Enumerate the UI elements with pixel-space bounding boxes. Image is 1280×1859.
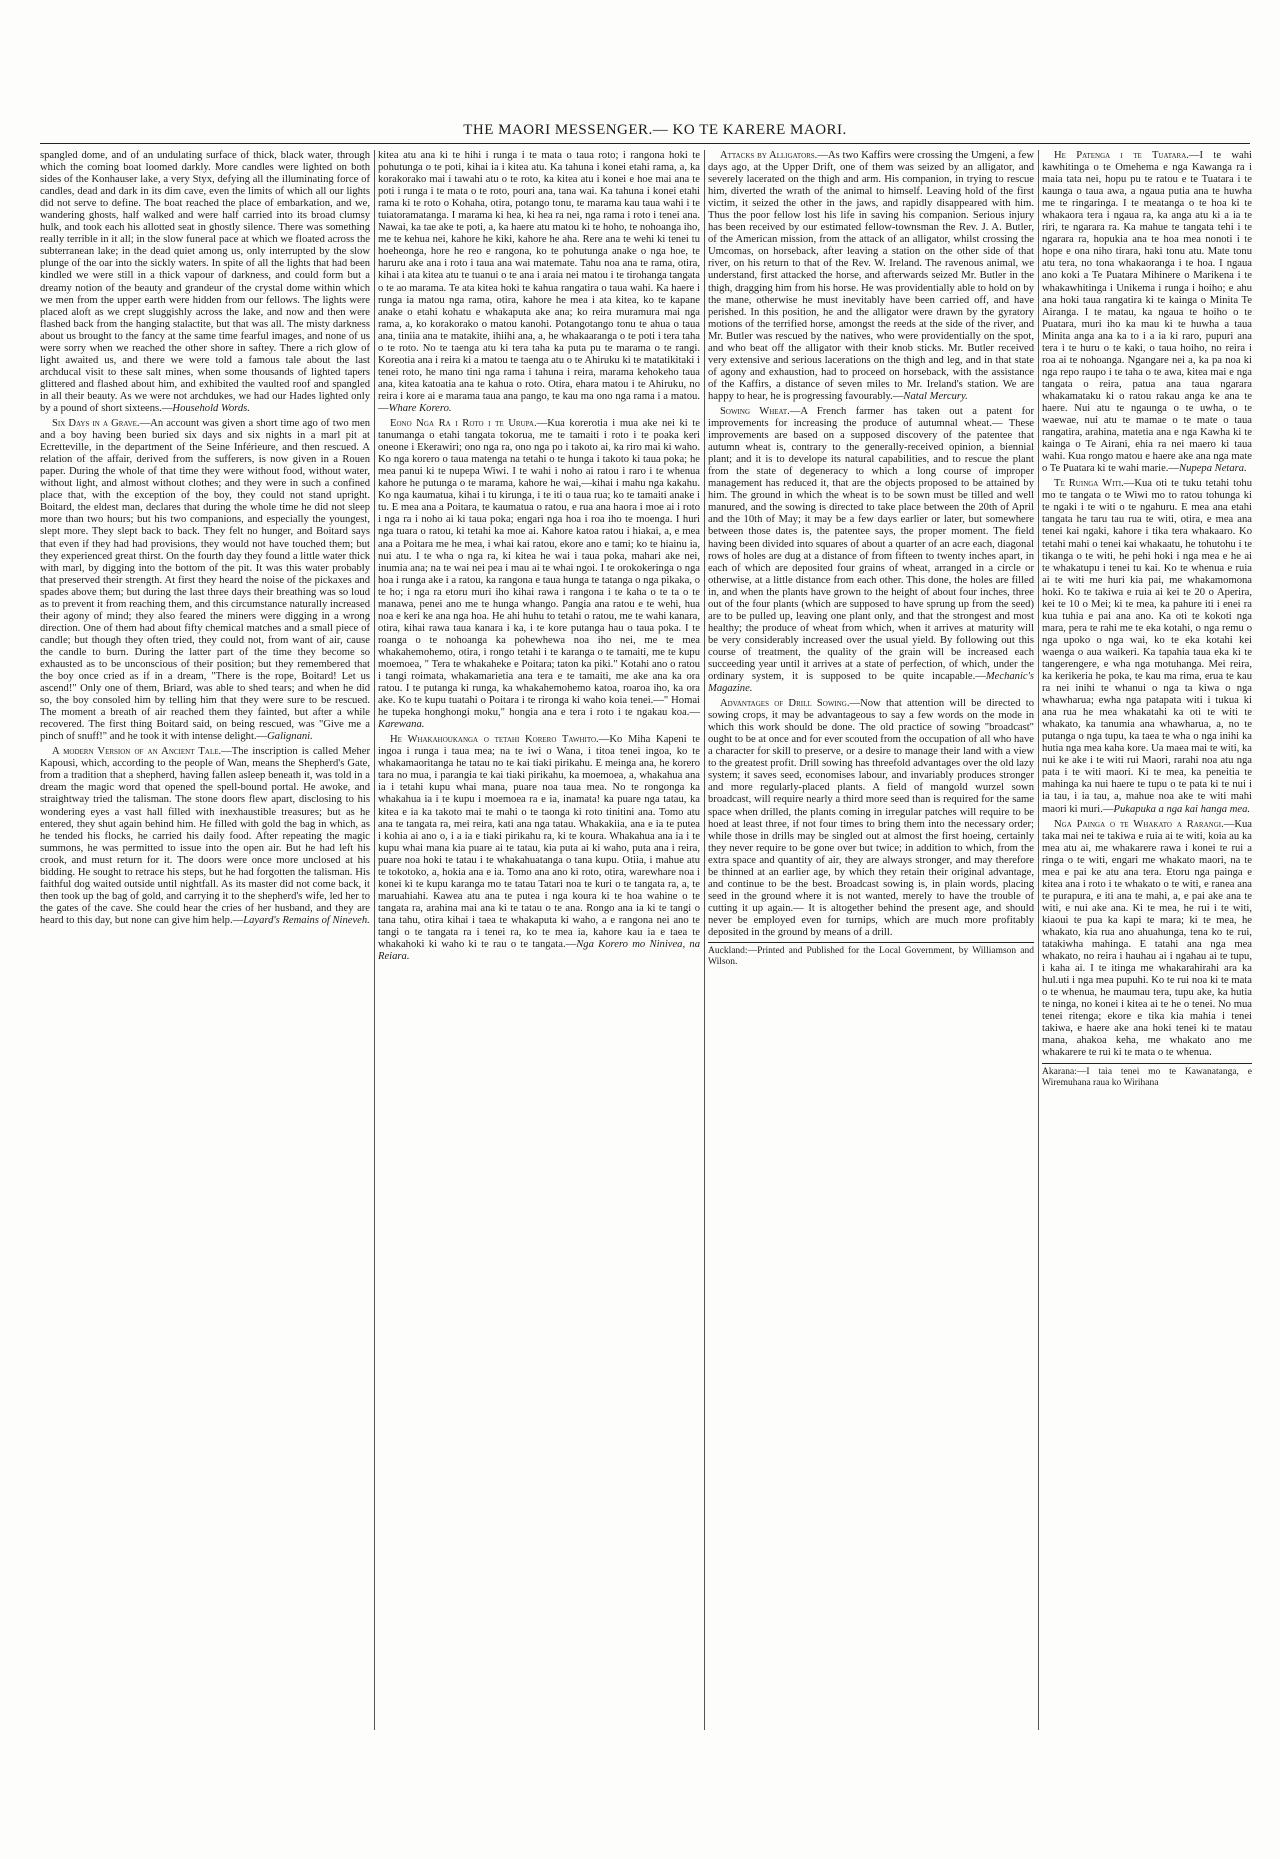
- article-text: kitea atu ana ki te hihi i runga i te mata o taua roto; i rangona hoki te pohutunga o te poti, kihai ia i kitea atu. Ka tahuna i konei etahi rama, a, ka korakorako mai i tawahi atu o te roto, ka kitea atu i konei e hoe mai ana te poti i runga i te mata o te roto, pouri ana, tana wai. Ka tahuna i konei etahi rama ki te roto o Kohaha, otira, potango tonu, te marama kau taua wahi i te tuiatoramatanga. I marama ki hea, ki hea ra nei, nga rama i roto i tenei ana. Nawai, ka tae ake te poti, a, ka haere atu matou ki te hoho, te nohoanga iho, me te kehua nei, kahore he kiki, kahore he aha. Rere ana te wehi ki tenei tu hoeheonga, hore he reo e rangona, ko te pohutunga anake o nga hoe, te haruru ake ana i roto i taua ana wai matemate. Tahu noa ana te rama, otira, kihai i ata kitea atu te tuanui o te ana i araia nei matou i te tirohanga tangata o te ao marama. Te ata kitea hoki te kahua rangatira o taua wahi. Ka haere i runga ia matou nga rama, otira, kahore he mea i ata kitea, ko te kapane anake o etahi kohatu e whakaputa ake ana; ko reira muramura mai nga rama, a, ko korakorako o matou kanohi. Potangotango tonu te ahua o taua ana, tiniia ana te matakite, ihiihi ana, a, he whakaaranga o te poti i tera taha o te roto. No te taenga atu ki tera taha ka puta pu te marama o te rangi. Koreotia ana i reira ki a matou te taenga atu o te Ahiruku ki te matatikitaki i tenei roto, he mano tini nga rama i tahuna i reira, marama kehokeho taua ana, kitea katoatia ana te kahua o roto. Otira, ehara matou i te Ahiruku, no reira i kore ai e marama taua ana pango, te kau ma ono nga rama i a matou.—: [378, 150, 700, 414]
- article-text: —Now that attention will be directed to sowing crops, it may be advantageous to say a few words on the mode in which this work should be done. The old practice of sowing "broadcast" ought to be at once and for ever scouted from the occupation of all who have a character for skill to preserve, or a desire to manage their land with a view to the greatest profit. Drill sowing has threefold advantages over the old lazy system; it saves seed, economises labour, and invariably produces stronger and more regularly-placed plants. A field of mangold wurzel sown broadcast, will require nearly a third more seed than is required for the same space when drilled, the plants coming in irregular patches will require to be hoed at least three, if not four times to bring them into the necessary order; while those in drills may be singled out at almost the first hoeing, certainly they never require to be gone over but twice; in addition to which, from the extra space and quantity of air, they are always stronger, and may therefore be thinned at an earlier age, by which they retain their original advantage, and continue to be the best. Broadcast sowing is, in plain words, placing seed in the ground where it is not wanted, merely to have the trouble of cutting it up again.— It is altogether behind the present age, and should never be employed even for turnips, which are much more profitably deposited in the ground by means of a drill.: [708, 698, 1034, 938]
- column-divider: [704, 150, 705, 1730]
- article-title: Attacks by Alligators.: [720, 150, 818, 161]
- article-source: Galignani.: [267, 731, 313, 743]
- article-paragraph: [40, 150, 370, 415]
- header-rule: [40, 143, 1250, 144]
- page-header: THE MAORI MESSENGER.— KO TE KARERE MAORI.: [463, 122, 847, 138]
- article-text: —A French farmer has taken out a patent for improvements for increasing the produce of autumnal wheat.— These improvements are based on a supposed discovery of the patentee that autumn wheat is, contrary to the generally-received opinion, a biennial plant; and it is to develope its natural capabilities, and to rescue the plant from the state of degeneracy to which a long course of improper management has reduced it, that are the objects proposed to be attained by him. The ground in which the wheat is to be sown must be tilled and well manured, and the sowing is directed to take place between the 20th of April and the 10th of May; it may be a few days earlier or later, but somewhere between those dates is, the patentee says, the proper moment. The field having been divided into squares of about a quarter of an acre each, diagonal rows of holes are dug at a distance of from fifteen to twenty inches apart, in each of which are deposited four grains of wheat, arranged in a circle or otherwise, at a little distance from each other. This done, the holes are filled in, and when the plants have grown to the height of about four inches, three out of the four plants (which are supposed to have sprung up from the seed) are to be pulled up, leaving one plant only, and that the strongest and most healthy; the produce of wheat from which, when it arrives at maturity will be very considerably increased over the usual yield. By following out this course of treatment, the quality of the grain will be increased each succeeding year until it arrives at a state of perfection, of which, under the ordinary system, it is supposed to be quite incapable.—: [708, 405, 1034, 683]
- article-source: Mechanic's Magazine.: [708, 671, 1034, 695]
- article-title: Advantages of Drill Sowing.: [720, 698, 850, 710]
- article-text: —As two Kaffirs were crossing the Umgeni, a few days ago, at the Upper Drift, one of them was seized by an alligator, and severely lacerated on the thigh and arm. His companion, in trying to rescue him, diverted the wrath of the animal to himself. Leaving hold of the first victim, it seized the other in the jaws, and rapidly disappeared with him. Thus the poor fellow lost his life in saving his companion. Serious injury has been received by our estimated fellow-townsman the Rev. J. A. Butler, of the American mission, from the attack of an alligator, whilst crossing the Umcomas, on horseback, after leaving a station on the other side of that river, on his return to that of the Rev. W. Ireland. The ravenous animal, we understand, first attacked the horse, and afterwards seized Mr. Butler in the thigh, dragging him from his horse. He was providentially able to hold on by the mane, otherwise he must inevitably have been carried off, and have perished. In this position, he and the alligator were drawn by the gyratory motions of the terrified horse, amongst the reeds at the side of the river, and Mr. Butler was rescued by the natives, who were providentially on the spot, and who beat off the alligator with their knob sticks. Mr. Butler received very extensive and serious lacerations on the thigh and leg, and in that state of agony and exhaustion, had to proceed on horseback, with the assistance of the Kaffirs, a distance of seven miles to Mr. Ireland's station. We are happy to hear, he is progressing favourably.—: [708, 150, 1034, 402]
- article-text: —Ko Miha Kapeni te ingoa i runga i taua mea; na te iwi o Wana, i titoa tenei ingoa, ko te whakamaoritanga he tatau no te kai tiaki pirikahu. E meinga ana, he korero tara no mua, i parangia te kai tiaki pirikahu, ka moemoea, a, whakahua ana ia i tetahi kupu whai mana, puare noa taua mea. No te rongonga ka whakahua ia i te kupu i moemoea ra e ia, inamata! ka puare nga tatau, ka kitea e ia ka takoto mai te mahi o te taonga ki roto tinitini ana. Tomo atu ana te tangata ra, mei reira, kati ana nga tatau. Whakakiia, ana e ia te putea i kohia ai ano o, i a ia e tiaki pirikahu ra, ki te koura. Whakahua ana ia i te kupu whai mana kia puare ai te tatau, kia puta ai ki waho, puta ana i reira, puare noa hoki te tatau i te whakahuatanga o tana kupu. Otiia, i mahue atu te tokotoko, a, hokia ana e ia. Tomo ana ano ki roto, otira, warewhare noa i konei ki te kupu karanga mo te tatau Tatari noa te kuri o te tangata ra, a, te maruahiahi. Kawea atu ana te putea i nga koura ki te hoa wahine o te tangata ra, arahina mai ana ki te tatau o te ana. Rongo ana ia ki te tangi o tana tahu, otira kihai i taea te whakaputa ki waho, a e rangona nei ano te tangi o te tangata ra i tenei ra, ko te mea ia, kahore kau ia e taea te whakahoki ki waho ki te rau o te tangata.—: [378, 734, 700, 951]
- article-source: Natal Mercury.: [903, 390, 968, 402]
- article-paragraph: [40, 746, 370, 927]
- column-4: [1042, 150, 1252, 1092]
- column-divider: [374, 150, 375, 1730]
- article-paragraph: [708, 698, 1034, 939]
- article-paragraph: [378, 150, 700, 415]
- imprint: Akarana:—I taia tenei mo te Kawanatanga, e Wiremuhana raua ko Wirihana: [1042, 1063, 1252, 1089]
- article-title: Eono Nga Ra i Roto i te Urupa.: [390, 418, 537, 430]
- article-title: Te Ruinga Witi.: [1054, 478, 1124, 490]
- imprint: Auckland:—Printed and Published for the Local Government, by Williamson and Wilson.: [708, 942, 1034, 968]
- column-1: [40, 150, 370, 930]
- article-title: He Whakahoukanga o tetahi Korero Tawhito.: [390, 734, 599, 746]
- article-source: Whare Korero.: [388, 402, 452, 414]
- article-title: Sowing Wheat.: [720, 405, 790, 417]
- article-text: —Kua taka mai nei te takiwa e ruia ai te witi, koia au ka mea atu ai, me whakarere rawa i konei te rui a ringa o te witi, engari me whakato maori, na te mea e pai ke atu ana tera. Etoru nga painga e kitea ana i roto i te whakato o te witi, e ranea ana te purapura, e iti ana te mahi, a, e pai ake ana te witi, e nui ake ana. Ki te mea, he rui i te witi, kiaoui te pua ka kapi te mara; ki te mea, he whakato, kia rua ano ahuahunga, tena ko te rui, tatakiwha mahinga. E tatahi ana nga mea whakato, no reira i hauhau ai i ngahau ai te tupu, i kaha ai. I te itinga me whakarahirahi ara ka hul.uti i nga mea pupuhi. Ko te rui noa ki te mata o te whenua, he maumau tera, tupu ake, ka hutia te ninga, no konei i kitea ai te he o tenei. No mua tenei ritenga; ekore e tika kia mahia i tenei takiwa, e haere ake ana hoki tenei ki te matau mana, ahakoa keha, me whakato ano me whakarere te rui ki te mata o te whenua.: [1042, 818, 1252, 1059]
- article-title: Six Days in a Grave.: [52, 418, 140, 430]
- article-text: —Kua korerotia i mua ake nei ki te tanumanga o etahi tangata tokorua, me te tamaiti i roto i te poaka keri oneone i Ekerawiri; ono nga ra, ono nga po i takoto ai, ka riro mai ki waho. Ko nga korero o taua matenga na tetahi o te hunga i takoto ki taua poka; he mea panui ki te nupepa Wiwi. I te wahi i noho ai ratou i raro i te whenua kahore he putunga o te marama, kahore he wai,—kihai i mahu nga kakahu. Ko nga kaumatua, kihai i tu kirunga, i te iti o taua rua; ko te tamaiti anake i tu. E mea ana a Poitara, te kaumatua o ratou, e rua ana haora i moe ai i roto i nga ra i noho ai ki taua poka; engari nga hoa i roa iho te moenga. I huri nga tuara o ratou, ki tetahi ka moe ai. Kahore katoa ratou i hiakai, a, e mea ana a Poitara me he mea, i whai kai ratou, ekore ano e tami; ko te hiainu ia, nui atu. I te wha o nga ra, ki kitea he wai i taua poka, mahari ake nei, inumia ana; na te wai nei pea i mau ai te whai ngoi. I te orokokeringa o nga hoa i runga ake i a ratou, ka rangona e taua hunga te tatanga o nga pikaka, o te ho; i nga ra etoru muri iho kihai rawa i rangona i te kaha o te ta o te manawa, penei ano me te hunga whango. Pangia ana ratou e te wehi, hua noa e keri ke ana nga hoa. He ahi huhu to tetahi o ratou, me te wahi kanara, otira, kihai rawa taua kanara i ka, i te kore putanga hau o taua poka. I te roanga o te nohoanga ka pohewhewa noa iho nei, me te mea whakahemohemo, otira, i rongo tetahi i te karanga o te tamaiti, me te kupu moemoea, " Tera te whakaheke e Poitara; taton ka piki." Kotahi ano o ratou i tangi roimata, whakamarietia ana tera e te tamaiti, me ake ana ka ora ratou. I te putanga ki runga, ka whakahemohemo katoa, roaroa iho, ka ora ake. Ko te kupu tuatahi o Poitara i te rironga ki waho koia tenei.—" Homai he tupeka honghongi moku," hongia ana e tera i roto i te ngakau koa.—: [378, 418, 700, 719]
- article-paragraph: [40, 418, 370, 743]
- article-title: Nga Painga o te Whakato a Rarangi.: [1054, 818, 1224, 830]
- article-text: —Kua oti te tuku tetahi tohu mo te tangata o te Wiwi mo to ratou tohunga ki te ngaki i te witi o te ngahuru. E mea ana etahi tangata he taru tau rua te witi, otira, e mea ana tenei kai ngaki, kahore i tika tera whakaaro. Ko tetahi mahi o tenei kai whakaatu, he tohutohu i te tikanga o te witi, he pehi hoki i nga mea e he ai te whakatupu i tenei tu kai. Ko te whenua e ruia ai te witi me huri kia pai, me whakamomona hoki. Ko te takiwa e ruia ai kei te 20 o Aperira, kei te 10 o Mei; ki te mea, ka pahure iti i enei ra kua tuhia e pai ana ano. Ka oti te kokoti nga mara, pera te rahi me te eka kotahi, o nga remu o nga upoko o nga wai, ko te eka kotahi kei waenga o aua waikeri. Ka tapahia taua eka ki te tangerengere, e wha nga motuhanga. Mei reira, ka kerikeria he poka, te kau ma rima, erua te kau ra nei inihi te whanui o nga ta kiwa o nga whawharua; ewha nga patapata witi i tukua ki ana rua he mea whakatahi ka oti te witi te whakato, ka tanumia ana whawharua, a, no te putanga o nga tupu, ka taea te wha o nga inihi ka hutia nga mea kaha kore. Ua maea mai te witi, ka nui ke ake i te witi rui Maori, rarahi noa atu nga pata i te witi maori. Ki te mea, ka peneitia te mahinga ka nui haere te tupu o te pata ki te nui i ia tau, i ia tau, a, mahue noa ake te witi mahi maori ki muri.—: [1042, 478, 1252, 815]
- article-paragraph: [708, 406, 1034, 695]
- article-text: —The inscription is called Meher Kapousi, which, according to the people of Wan, means the Shepherd's Gate, from a tradition that a shepherd, having fallen asleep beneath it, was told in a dream the magic word that opened the spell-bound portal. He awoke, and straightway tried the talisman. The stone doors flew apart, disclosing to his wondering eyes a vast hall filled with inexhaustible treasures; but as he entered, they shut again behind him. He filled with gold the bag in which, as he tended his flocks, he carried his daily food. After repeating the magic summons, he was permitted to issue into the open air. But he had left his crook, and must return for it. The doors were once more unclosed at his bidding. He sought to retrace his steps, but he had forgotten the talisman. His faithful dog waited outside until nightfall. As its master did not come back, it then took up the bag of gold, and carrying it to the shepherd's wife, led her to the gates of the cave. She could hear the cries of her husband, and they are heard to this day, but none can give him help.—: [40, 746, 370, 926]
- article-text: —An account was given a short time ago of two men and a boy having been buried six days and six nights in a marl pit at Ecretteville, in the department of the Seine Inférieure, and then rescued. A relation of the affair, derived from the sufferers, is now given in a Rouen paper. During the whole of that time they were without food, without water, without light, and almost without clothes; and they were in such a confined place that, with the exception of the boy, they could not stand upright. Boitard, the eldest man, declares that during the whole time he did not sleep more than two hours; but his two companions, and especially the youngest, slept more. They slept back to back. They felt no hunger, and Boitard says that even if they had had provisions, they would not have touched them; but they experienced great thirst. On the fourth day they found a little water thick with marl, by digging into the bottom of the pit. It was this water probably that preserved their strength. At first they heard the noise of the pickaxes and spades above them; but during the last three days their breathing was so loud as to prevent it from reaching them, and this circumstance naturally increased their agony of mind; they also feared the miners were digging in a wrong direction. One of them had about fifty chemical matches and a small piece of candle; but though they often tried, they could not, from want of air, cause the candle to burn. During the latter part of the time they become so exhausted as to be unconscious of their position; but they remembered that the boy once cried as if in a dream, "There is the rope, Boitard! Let us ascend!" Only one of them, Briard, was able to shed tears; and when he did so, the boy consoled him by telling him that they were sure to be rescued. The moment a breath of air reached them they fainted, but after a while recovered. The first thing Boitard said, on being rescued, was "Give me a pinch of snuff!" and he took it with intense delight.—: [40, 418, 370, 743]
- article-paragraph: [378, 418, 700, 731]
- article-paragraph: [1042, 819, 1252, 1060]
- column-2: [378, 150, 700, 966]
- article-source: Nga Korero mo Ninivea, na Reiara.: [378, 939, 700, 963]
- article-title: He Patenga i te Tuatara.: [1054, 150, 1189, 161]
- article-source: Nupepa Netara.: [1179, 463, 1247, 475]
- article-source: Household Words.: [172, 402, 250, 414]
- article-source: Layard's Remains of Nineveh.: [243, 914, 370, 926]
- article-paragraph: [708, 150, 1034, 403]
- article-paragraph: [378, 734, 700, 963]
- article-paragraph: [1042, 150, 1252, 475]
- article-text: —I te wahi kawhitinga o te Omehema e nga Kawanga ra i maia tata nei, hopu pu te ratou e te Tuatara i te kaunga o taua awa, a ngaua putia ana te huwha me te ringaringa. I te meatanga o te hoa ki te whakaora tera i ngaua ra, ka anga atu ki a ia te riri, te ngarara ra. Ka mahue te tangata tehi i te ngarara ra, hopukia ana te hoa mea nonoti i te hope e ona niho tirara, haki tonu atu. Mate tonu atu tera, no tona whakaoranga i te hoa. I ngaua ano koki a Te Puatara Mihinere o Marikena i te whakawhitinga i Unikema i runga i hoiho; e ahu ana hoki taua rangatira ki te kainga o Minita Te Airanga. I te matau, ka ngaua te hoiho o te Puatara, muri iho ka mau ki te huwha a taua Minita anga ana ka to i a ia ki raro, pupuri ana tera i te huru o te kaki, o taua hoiho, no reira i roa ai te nohoanga. Ngangare nei a, ka pa noa ki nga repo raupo i te taha o te awa, kitea mai e nga tangata o reira, patua ana taua ngarara whakamataku ki o ratou rakau anga ke ana te haere. Nui atu te ngaunga o te uwha, o te waewae, nui atu te mamae o te mate o taua rangatira, arahina, matetia ana e nga Kawha ki te kainga o Te Airani, ehia ra nei maero ki taua wahi. Kua rongo matou e haere ake ana nga mate o Te Puatara ki te wahi marie.—: [1042, 150, 1252, 475]
- column-divider: [1038, 150, 1039, 1730]
- article-source: Pukapuka a nga kai hanga mea.: [1113, 803, 1251, 815]
- article-text: spangled dome, and of an undulating surface of thick, black water, through which the coming boat loomed darkly. More candles were lighted on both sides of the Konhauser lake, a very Styx, defying all the illuminating force of candles, dead and dark in its dim cave, even the limits of which all our lights did not serve to define. The boat reached the place of embarkation, and we, wandering ghosts, half walked and were half carried into its broad clumsy hulk, and took each his allotted seat in ghostly silence. There was something really terrible in it all; in the slow funeral pace at which we floated across the subterranean lake; in the dead quiet among us, only interrupted by the slow plunge of the oar into the sickly waters. In spite of all the lights that had been kindled we were still in a thick vapour of darkness, and could form but a dreamy notion of the beauty and grandeur of the crystal dome within which we men from the upper earth were hidden from our fellows. The lights were placed aloft as we crept sluggishly across the lake, and now and then were flashed back from the hanging stalactite, but that was all. The misty darkness about us brought to the fancy at the same time fearful images, and none of us were sorry when we reached the other shore in saftey. There a rich glow of light awaited us, and there we were told a famous tale about the last archducal visit to these salt mines, when some thousands of lighted tapers glittered and flashed about him, and exhibited the vaulted roof and spangled in all their beauty. As we were not archdukes, we had our Hades lighted only by a pound of short sixteens.—: [40, 150, 370, 414]
- column-3: [708, 150, 1034, 971]
- article-source: Karewana.: [378, 719, 425, 731]
- article-title: A modern Version of an Ancient Tale.: [52, 746, 222, 758]
- article-paragraph: [1042, 478, 1252, 815]
